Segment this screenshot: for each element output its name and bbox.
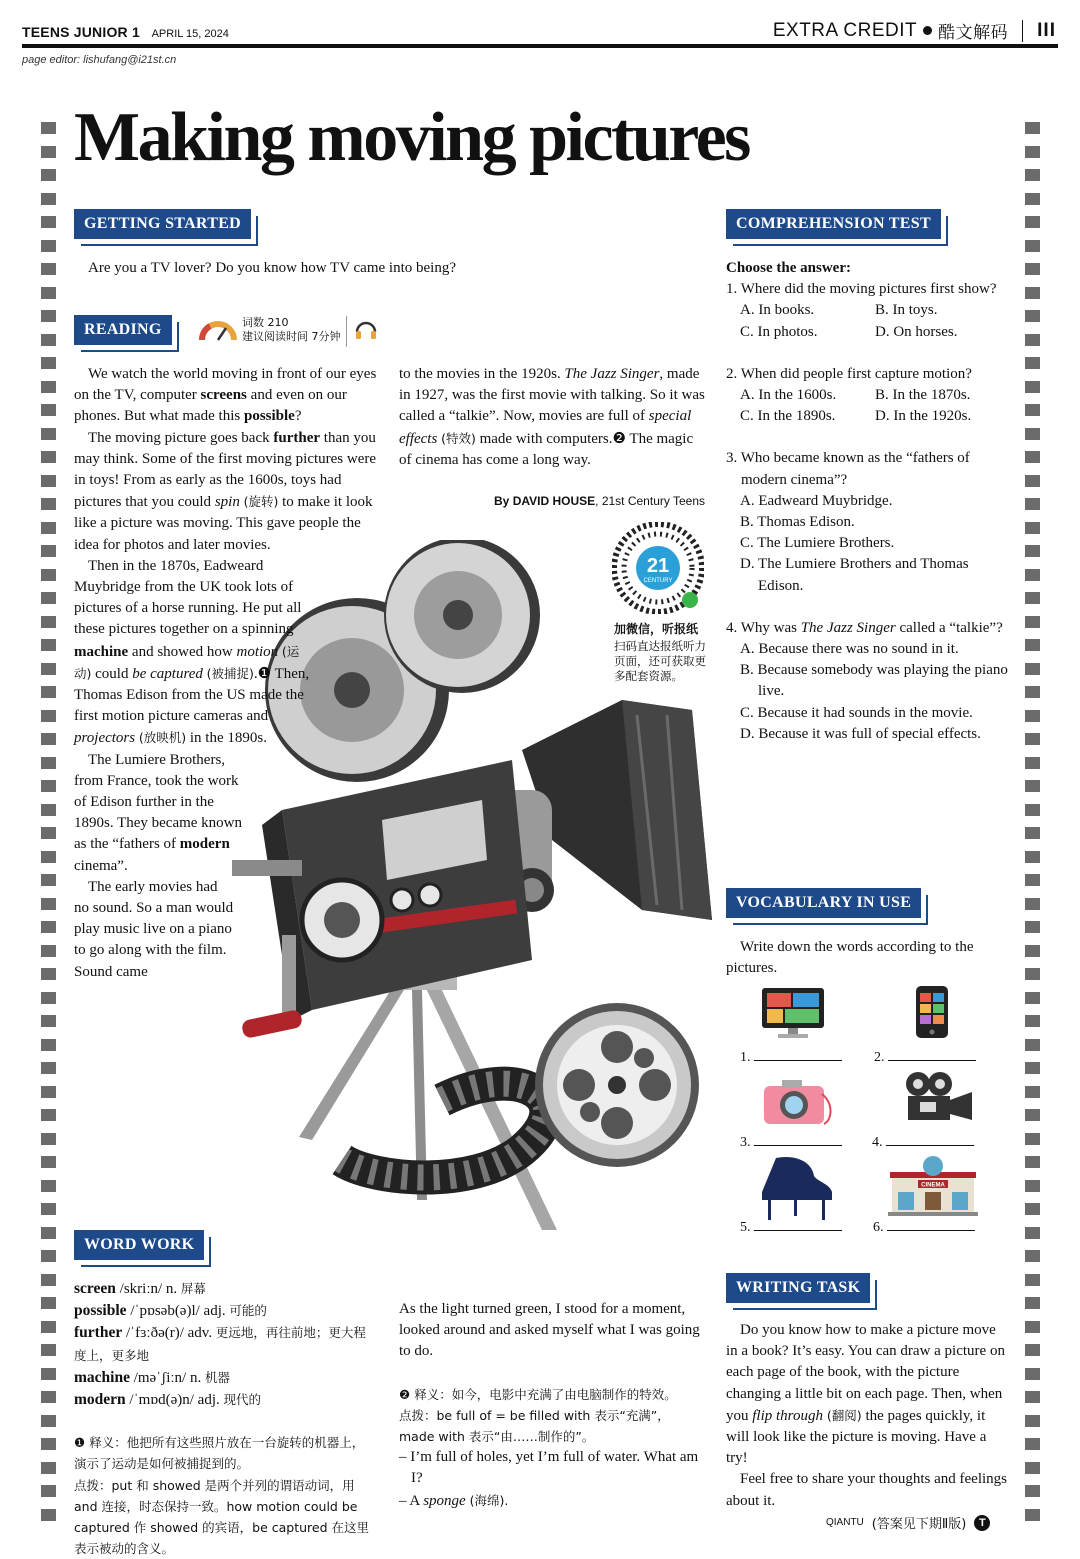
sprocket-hole (1025, 545, 1040, 557)
sprocket-hole (41, 1321, 56, 1333)
vocab-instruction: Write down the words according to the pictures. (726, 939, 974, 977)
example-cn: (海绵). (465, 1492, 509, 1508)
sprocket-hole (41, 381, 56, 393)
sprocket-hole (1025, 193, 1040, 205)
sprocket-hole (41, 1344, 56, 1356)
sprocket-hole (41, 404, 56, 416)
sprocket-hole (41, 522, 56, 534)
sprocket-hole (41, 1227, 56, 1239)
vocab-item-5[interactable] (740, 1216, 842, 1236)
issue-date: APRIL 15, 2024 (151, 28, 229, 40)
writing-task-text (726, 1320, 1008, 1512)
qr-desc: 扫码直达报纸听力页面，还可获取更多配套资源。 (614, 639, 706, 683)
divider (1022, 20, 1023, 42)
vocab-item-2[interactable] (874, 1046, 976, 1066)
sprocket-hole (41, 851, 56, 863)
sprocket-hole (1025, 146, 1040, 158)
sprocket-hole (41, 428, 56, 440)
sprocket-hole (1025, 1250, 1040, 1262)
sprocket-hole (1025, 804, 1040, 816)
phone-icon (914, 984, 950, 1045)
word-count: 词数 210 (242, 316, 289, 329)
answer-blank-6[interactable] (887, 1216, 975, 1231)
sprocket-hole (1025, 851, 1040, 863)
cinema-sign: CINEMA (921, 1182, 945, 1189)
sprocket-hole (41, 780, 56, 792)
q1-option-c[interactable]: C. In photos. (740, 323, 818, 340)
sprocket-hole (41, 193, 56, 205)
question-4-post: called a “talkie”? (895, 619, 1003, 636)
q4-option-a[interactable]: A. Because there was no sound in it. (740, 641, 959, 658)
sprocket-hole (41, 1368, 56, 1380)
section-name: EXTRA CREDIT (772, 19, 918, 41)
vocab-item-3[interactable] (740, 1131, 842, 1151)
vocab-item-6[interactable] (873, 1216, 975, 1236)
sprocket-hole (41, 1485, 56, 1497)
q2-options-row-1 (726, 385, 1010, 406)
sprocket-hole (41, 968, 56, 980)
sprocket-hole (41, 733, 56, 745)
example-word: sponge (423, 1492, 466, 1509)
sprocket-hole (1025, 1109, 1040, 1121)
word-work-column-2 (399, 1278, 703, 1512)
sprocket-hole (1025, 428, 1040, 440)
reading-column-2: to the movies in the 1920s. The Jazz Singer, made in 1927, was the first movie with talking. So it was called a “talkie”. Now, movies are full of special effects (特效) made with computers.❷ The magic of cinema has come a long way. (399, 366, 705, 468)
note-2 (399, 1384, 703, 1405)
vocab-label: VOCABULARY IN USE (726, 888, 921, 918)
writing-text-a: Do you know how to make a picture move in a book? It’s easy. You can draw a picture on each page of the book, with the picture changing a little bit on each page. Then, when you (726, 1322, 1005, 1424)
note-1 (74, 1432, 376, 1474)
sprocket-hole (41, 569, 56, 581)
sprocket-hole (1025, 827, 1040, 839)
word-term: further (74, 1324, 123, 1342)
q1-options-row-2 (726, 322, 1010, 343)
sprocket-hole (41, 146, 56, 158)
sprocket-hole (1025, 1509, 1040, 1521)
sprocket-hole (41, 616, 56, 628)
sprocket-hole (1025, 780, 1040, 792)
sprocket-hole (1025, 639, 1040, 651)
sprocket-hole (1025, 710, 1040, 722)
sprocket-hole (41, 592, 56, 604)
sprocket-hole (41, 1062, 56, 1074)
word-entry (74, 1389, 376, 1411)
q2-option-b[interactable]: B. In the 1870s. (875, 387, 971, 404)
sprocket-hole (41, 1297, 56, 1309)
sprocket-hole (41, 1086, 56, 1098)
sprocket-hole (1025, 1133, 1040, 1145)
sprocket-hole (41, 1039, 56, 1051)
word-entry (74, 1322, 376, 1366)
vocab-number-5: 5. (740, 1220, 751, 1235)
sprocket-hole (41, 1274, 56, 1286)
sprocket-hole (1025, 475, 1040, 487)
sprocket-hole (41, 1438, 56, 1450)
sprocket-hole (41, 216, 56, 228)
reading-label: READING (74, 315, 172, 345)
q3-option-d[interactable]: D. The Lumiere Brothers and Thomas Edison. (740, 556, 969, 594)
q2-option-d[interactable]: D. In the 1920s. (875, 408, 972, 425)
byline-author: By DAVID HOUSE (494, 494, 596, 508)
reading-column-1: We watch the world moving in front of our eyes on the TV, computer screens and even on our phones. But what made this possible? The moving picture goes back further than you may think. Some of the first moving pictures were in toys! From as early as the 1600s, toys had pictures that you could spin (旋转) to make it look like a picture was moving. This gave people the idea for photos and later movies. Then in the 1870s, Eadweard Muybridge from the UK took lots of pictures of a horse running. He put all these pictures together on a spinning machine and showed how motion (运动) could be captured (被捕捉).❶ Then, Thomas Edison from the US made the first motion picture cameras and projectors (放映机) in the 1890s. The Lumiere Brothers, from France, took the work of Edison further in the 1890s. They became known as the “fathers of modern cinema”. The early movies had no sound. So a man would play music live on a piano to go along with the film. Sound came (74, 366, 377, 980)
question-1: 1. Where did the moving pictures first show? (726, 281, 997, 298)
answer-blank-2[interactable] (888, 1046, 976, 1061)
question-4 (726, 618, 1010, 639)
footer-note (826, 1513, 990, 1532)
sprocket-hole (41, 287, 56, 299)
bullet-icon (923, 26, 932, 35)
sprocket-hole (41, 122, 56, 134)
vocab-number-4: 4. (872, 1135, 883, 1150)
sprocket-hole (41, 1156, 56, 1168)
question-2: 2. When did people first capture motion? (726, 365, 972, 382)
sprocket-hole (1025, 1156, 1040, 1168)
speedometer-icon (198, 318, 238, 347)
section-name-cn: 酷文解码 (938, 23, 1009, 42)
section-title (773, 18, 1056, 43)
word-pron: /ˈfɜːðə(r)/ adv. (122, 1325, 216, 1342)
qr-caption (614, 622, 706, 684)
q2-option-a[interactable]: A. In the 1600s. (740, 387, 837, 404)
sprocket-hole (1025, 1438, 1040, 1450)
camera-icon (762, 1074, 838, 1135)
sprocket-hole (1025, 522, 1040, 534)
sprocket-hole (41, 545, 56, 557)
note-1-tip: 点拨：put 和 showed 是两个并列的谓语动词，用 and 连接，时态保持一致。how motion could be captured 作 showed 的宾语，be captured 在这里表示被动的含义。 (74, 1477, 369, 1557)
word-term: modern (74, 1391, 126, 1409)
sprocket-hole (41, 945, 56, 957)
sprocket-hole (1025, 240, 1040, 252)
sprocket-hole (1025, 404, 1040, 416)
end-mark-icon: T (974, 1515, 990, 1531)
example-prefix: – A (399, 1492, 424, 1509)
sprocket-hole (1025, 663, 1040, 675)
sprocket-hole (41, 1109, 56, 1121)
sprocket-hole (1025, 287, 1040, 299)
sprocket-hole (41, 827, 56, 839)
sprocket-hole (1025, 381, 1040, 393)
word-pron: /ˈmɒd(ə)n/ adj. (125, 1392, 224, 1409)
writing-term: flip through (752, 1407, 823, 1424)
sprocket-hole (1025, 1015, 1040, 1027)
sprocket-hole (1025, 1227, 1040, 1239)
sprocket-hole (1025, 122, 1040, 134)
note-1-explain: 释义：他把所有这些照片放在一台旋转的机器上，演示了运动是如何被捕捉到的。 (74, 1435, 365, 1472)
sprocket-hole (1025, 1180, 1040, 1192)
word-term: possible (74, 1302, 127, 1320)
q1-option-d[interactable]: D. On horses. (875, 323, 958, 340)
sprocket-hole (41, 898, 56, 910)
word-work-label: WORD WORK (74, 1230, 204, 1260)
sprocket-hole (41, 757, 56, 769)
q2-option-c[interactable]: C. In the 1890s. (740, 408, 836, 425)
sprocket-hole (1025, 1203, 1040, 1215)
sprocket-hole (41, 1133, 56, 1145)
sprocket-hole (41, 710, 56, 722)
sprocket-hole (1025, 498, 1040, 510)
note-2-tip: 点拨：be full of = be filled with 表示“充满”，made with 表示“由……制作的”。 (399, 1407, 670, 1445)
vocab-item-4[interactable] (872, 1131, 974, 1151)
film-strip-left (36, 118, 62, 1528)
answer-blank-5[interactable] (754, 1216, 842, 1231)
sprocket-hole (1025, 451, 1040, 463)
sprocket-hole (41, 663, 56, 675)
sprocket-hole (1025, 1462, 1040, 1474)
getting-started-text: Are you a TV lover? Do you know how TV came into being? (88, 260, 456, 276)
writing-task-label: WRITING TASK (726, 1273, 870, 1303)
sprocket-hole (1025, 334, 1040, 346)
note-2-example-2 (399, 1490, 703, 1512)
question-3: 3. Who became known as the “fathers of modern cinema”? (726, 450, 970, 488)
film-strip-right (1020, 118, 1046, 1528)
getting-started-label: GETTING STARTED (74, 209, 251, 239)
sprocket-hole (1025, 310, 1040, 322)
q3-option-a[interactable]: A. Eadweard Muybridge. (740, 492, 893, 509)
q3-option-c[interactable]: C. The Lumiere Brothers. (740, 535, 895, 552)
answer-blank-1[interactable] (754, 1046, 842, 1061)
sprocket-hole (41, 1391, 56, 1403)
sprocket-hole (41, 334, 56, 346)
sprocket-hole (41, 804, 56, 816)
sprocket-hole (1025, 1297, 1040, 1309)
word-list (74, 1278, 376, 1559)
sprocket-hole (1025, 968, 1040, 980)
word-pron: /skriːn/ n. (115, 1281, 181, 1297)
instruction: Choose the answer: (726, 260, 851, 276)
word-entry (74, 1300, 376, 1322)
sprocket-hole (41, 874, 56, 886)
word-term: machine (74, 1368, 130, 1386)
sprocket-hole (41, 1180, 56, 1192)
sprocket-hole (1025, 357, 1040, 369)
answer-blank-3[interactable] (754, 1131, 842, 1146)
word-pron: /ˈpɒsəb(ə)l/ adj. (126, 1303, 230, 1320)
qr-code[interactable] (612, 522, 704, 614)
sprocket-hole (1025, 1062, 1040, 1074)
q4-option-d[interactable]: D. Because it was full of special effects. (740, 725, 981, 742)
sprocket-hole (41, 475, 56, 487)
note-2-mark: ❷ (399, 1386, 411, 1402)
masthead (22, 24, 229, 40)
sprocket-hole (1025, 216, 1040, 228)
sprocket-hole (1025, 569, 1040, 581)
answer-blank-4[interactable] (886, 1131, 974, 1146)
q3-option-b[interactable]: B. Thomas Edison. (740, 514, 855, 531)
sprocket-hole (41, 1462, 56, 1474)
word-meaning: 机器 (204, 1369, 230, 1385)
q1-option-b[interactable]: B. In toys. (875, 302, 938, 319)
q4-option-b[interactable]: B. Because somebody was playing the piano live. (740, 662, 1008, 700)
sprocket-hole (1025, 757, 1040, 769)
page-editor: page editor: lishufang@i21st.cn (22, 54, 177, 66)
sprocket-hole (1025, 945, 1040, 957)
q1-options-row-1 (726, 300, 1010, 321)
sprocket-hole (1025, 1039, 1040, 1051)
word-meaning: 现代的 (223, 1392, 262, 1408)
sprocket-hole (41, 992, 56, 1004)
sprocket-hole (1025, 1391, 1040, 1403)
byline (399, 494, 705, 508)
sprocket-hole (1025, 921, 1040, 933)
sprocket-hole (41, 1203, 56, 1215)
sprocket-hole (1025, 733, 1040, 745)
note-1-example: As the light turned green, I stood for a moment, looked around and asked myself what I was going to do. (399, 1301, 700, 1360)
page-mark: III (1037, 19, 1056, 41)
read-time: 建议阅读时间 7分钟 (242, 330, 341, 343)
word-meaning: 可能的 (229, 1303, 267, 1319)
writing-term-cn: (翻阅) (822, 1407, 862, 1423)
sprocket-hole (1025, 616, 1040, 628)
note-2-example-1: – I’m full of holes, yet I’m full of water. What am I? (399, 1449, 699, 1487)
paper-name: TEENS JUNIOR 1 (22, 24, 140, 40)
note-2-explain: 释义：如今，电影中充满了由电脑制作的特效。 (410, 1386, 677, 1402)
image-credit: QIANTU (826, 1517, 864, 1528)
qr-title: 加微信，听报纸 (614, 622, 699, 636)
note-1-mark: ❶ (74, 1435, 86, 1451)
header-rule (22, 44, 1058, 48)
word-entry (74, 1367, 376, 1389)
sprocket-hole (1025, 169, 1040, 181)
sprocket-hole (41, 451, 56, 463)
note-2-marker: ❷ (612, 430, 626, 447)
projector-icon (900, 1070, 976, 1133)
question-4-title: The Jazz Singer (800, 619, 896, 636)
sprocket-hole (1025, 1485, 1040, 1497)
headline: Making moving pictures (74, 99, 749, 176)
sprocket-hole (41, 498, 56, 510)
sprocket-hole (41, 921, 56, 933)
vocab-number-1: 1. (740, 1050, 751, 1065)
sprocket-hole (41, 240, 56, 252)
sprocket-hole (1025, 686, 1040, 698)
cinema-building-icon (888, 1154, 978, 1221)
sprocket-hole (1025, 992, 1040, 1004)
sprocket-hole (41, 639, 56, 651)
sprocket-hole (41, 169, 56, 181)
vocab-number-3: 3. (740, 1135, 751, 1150)
sprocket-hole (1025, 1415, 1040, 1427)
sprocket-hole (41, 357, 56, 369)
reading-stats (242, 316, 341, 344)
writing-text-b: the pages quickly, it will look like the picture is moving. Have a try! (726, 1407, 987, 1467)
note-1-marker: ❶ (257, 665, 272, 682)
word-pron: /məˈʃiːn/ n. (129, 1369, 205, 1386)
byline-source: , 21st Century Teens (595, 494, 705, 508)
sprocket-hole (1025, 1368, 1040, 1380)
comprehension-questions (726, 258, 1010, 745)
sprocket-hole (41, 1015, 56, 1027)
word-entry (74, 1278, 376, 1300)
sprocket-hole (1025, 592, 1040, 604)
sprocket-hole (1025, 1344, 1040, 1356)
qr-badge: 21 (646, 555, 670, 577)
vocab-number-2: 2. (874, 1050, 885, 1065)
qr-badge-sub: CENTURY (643, 578, 673, 584)
writing-prompt: Feel free to share your thoughts and feelings about it. (726, 1471, 1008, 1509)
question-4-pre: 4. Why was (726, 619, 801, 636)
vocab-item-1[interactable] (740, 1046, 842, 1066)
sprocket-hole (1025, 263, 1040, 275)
headphones-icon[interactable] (346, 316, 379, 347)
q4-option-c[interactable]: C. Because it had sounds in the movie. (740, 704, 973, 721)
sprocket-hole (1025, 1321, 1040, 1333)
sprocket-hole (41, 686, 56, 698)
sprocket-hole (1025, 898, 1040, 910)
sprocket-hole (41, 1250, 56, 1262)
sprocket-hole (41, 263, 56, 275)
vocab-number-6: 6. (873, 1220, 884, 1235)
q1-option-a[interactable]: A. In books. (740, 302, 815, 319)
sprocket-hole (1025, 1274, 1040, 1286)
computer-screen-icon (760, 986, 826, 1045)
word-meaning: 屏幕 (180, 1281, 206, 1296)
answer-note: (答案见下期Ⅱ版) (871, 1517, 967, 1532)
sprocket-hole (41, 1415, 56, 1427)
comprehension-label: COMPREHENSION TEST (726, 209, 941, 239)
word-meaning: 更远地，再往前地；更大程度上，更多地 (74, 1325, 366, 1363)
word-term: screen (74, 1280, 116, 1297)
sprocket-hole (41, 1509, 56, 1521)
sprocket-hole (41, 310, 56, 322)
sprocket-hole (1025, 1086, 1040, 1098)
q2-options-row-2 (726, 406, 1010, 427)
sprocket-hole (1025, 874, 1040, 886)
